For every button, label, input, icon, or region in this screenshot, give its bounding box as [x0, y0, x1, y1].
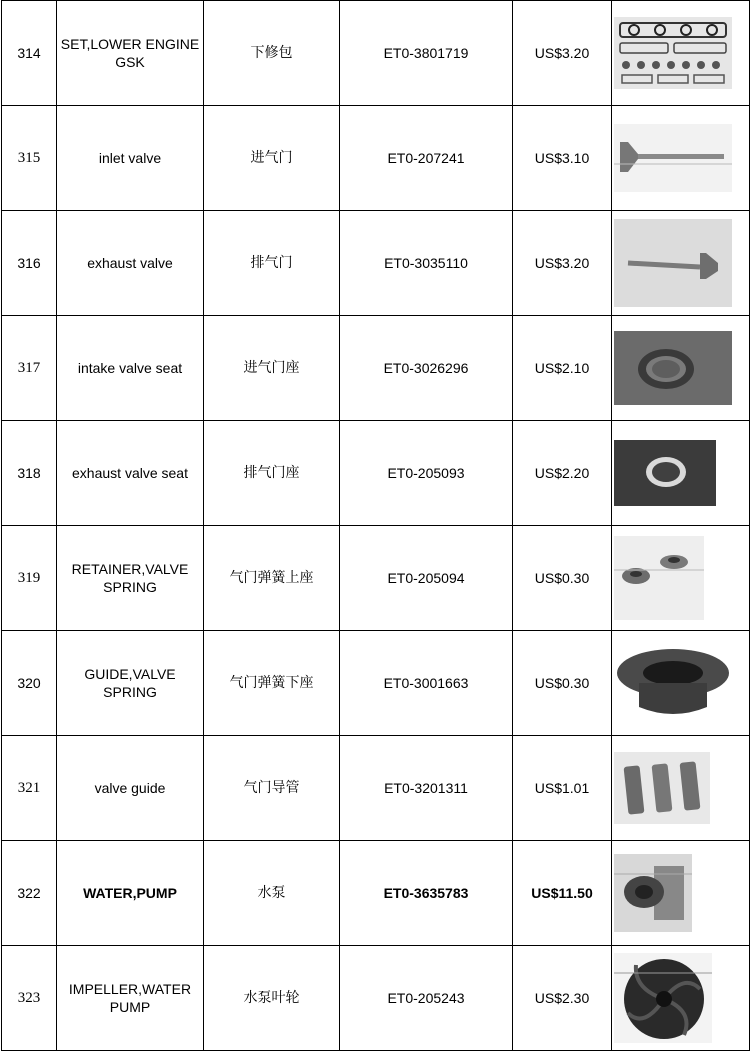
unit-price: US$3.10: [513, 106, 612, 211]
unit-price: US$2.30: [513, 946, 612, 1051]
item-number: 320: [2, 631, 57, 736]
part-name-chinese: 排气门: [204, 211, 340, 316]
table-row: [2, 106, 750, 211]
part-photo-cell: [612, 736, 750, 841]
part-name-english: GUIDE,VALVE SPRING: [57, 631, 204, 736]
part-photo-cell: [612, 421, 750, 526]
part-name-chinese: 气门弹簧上座: [204, 526, 340, 631]
item-number: 314: [2, 1, 57, 106]
part-photo-cell: [612, 631, 750, 736]
part-name-chinese: 进气门座: [204, 316, 340, 421]
part-name-chinese: 气门弹簧下座: [204, 631, 340, 736]
part-name-english: RETAINER,VALVE SPRING: [57, 526, 204, 631]
table-row: [2, 316, 750, 421]
exhaust-valve-photo: [614, 219, 747, 307]
item-number: 317: [2, 316, 57, 421]
unit-price: US$3.20: [513, 1, 612, 106]
part-code: ET0-3201311: [340, 736, 513, 841]
part-photo-cell: [612, 946, 750, 1051]
item-number: 319: [2, 526, 57, 631]
part-code: ET0-3026296: [340, 316, 513, 421]
part-code: ET0-205094: [340, 526, 513, 631]
part-name-english: intake valve seat: [57, 316, 204, 421]
table-row: [2, 421, 750, 526]
part-photo-cell: [612, 211, 750, 316]
part-code: ET0-3001663: [340, 631, 513, 736]
unit-price: US$11.50: [513, 841, 612, 946]
part-photo-cell: [612, 526, 750, 631]
table-row: [2, 946, 750, 1051]
spring-guide-photo: [614, 645, 747, 721]
intake-valve-seat-photo: [614, 331, 747, 405]
unit-price: US$0.30: [513, 526, 612, 631]
part-code: ET0-3635783: [340, 841, 513, 946]
valve-guide-photo: [614, 752, 747, 824]
part-name-english: WATER,PUMP: [57, 841, 204, 946]
part-name-english: valve guide: [57, 736, 204, 841]
part-name-chinese: 下修包: [204, 1, 340, 106]
part-code: ET0-3801719: [340, 1, 513, 106]
part-name-english: IMPELLER,WATER PUMP: [57, 946, 204, 1051]
item-number: 316: [2, 211, 57, 316]
item-number: 323: [2, 946, 57, 1051]
parts-price-table: [1, 0, 750, 1051]
gasket-set-photo: [614, 17, 747, 89]
item-number: 315: [2, 106, 57, 211]
part-photo-cell: [612, 316, 750, 421]
part-name-chinese: 水泵叶轮: [204, 946, 340, 1051]
part-name-chinese: 进气门: [204, 106, 340, 211]
part-name-chinese: 水泵: [204, 841, 340, 946]
part-code: ET0-3035110: [340, 211, 513, 316]
part-name-english: exhaust valve: [57, 211, 204, 316]
inlet-valve-photo: [614, 124, 747, 192]
item-number: 321: [2, 736, 57, 841]
part-name-english: exhaust valve seat: [57, 421, 204, 526]
part-photo-cell: [612, 1, 750, 106]
part-photo-cell: [612, 106, 750, 211]
part-name-chinese: 排气门座: [204, 421, 340, 526]
item-number: 322: [2, 841, 57, 946]
impeller-photo: [614, 953, 747, 1043]
part-code: ET0-205243: [340, 946, 513, 1051]
part-code: ET0-205093: [340, 421, 513, 526]
item-number: 318: [2, 421, 57, 526]
unit-price: US$3.20: [513, 211, 612, 316]
unit-price: US$2.20: [513, 421, 612, 526]
part-name-chinese: 气门导管: [204, 736, 340, 841]
unit-price: US$1.01: [513, 736, 612, 841]
table-row: [2, 211, 750, 316]
part-photo-cell: [612, 841, 750, 946]
table-row: [2, 526, 750, 631]
exhaust-valve-seat-photo: [614, 440, 747, 506]
part-code: ET0-207241: [340, 106, 513, 211]
table-row: [2, 736, 750, 841]
water-pump-photo: [614, 854, 747, 932]
table-row: [2, 1, 750, 106]
unit-price: US$0.30: [513, 631, 612, 736]
table-row: [2, 631, 750, 736]
spring-retainer-photo: [614, 536, 747, 620]
part-name-english: inlet valve: [57, 106, 204, 211]
unit-price: US$2.10: [513, 316, 612, 421]
table-row: [2, 841, 750, 946]
part-name-english: SET,LOWER ENGINE GSK: [57, 1, 204, 106]
